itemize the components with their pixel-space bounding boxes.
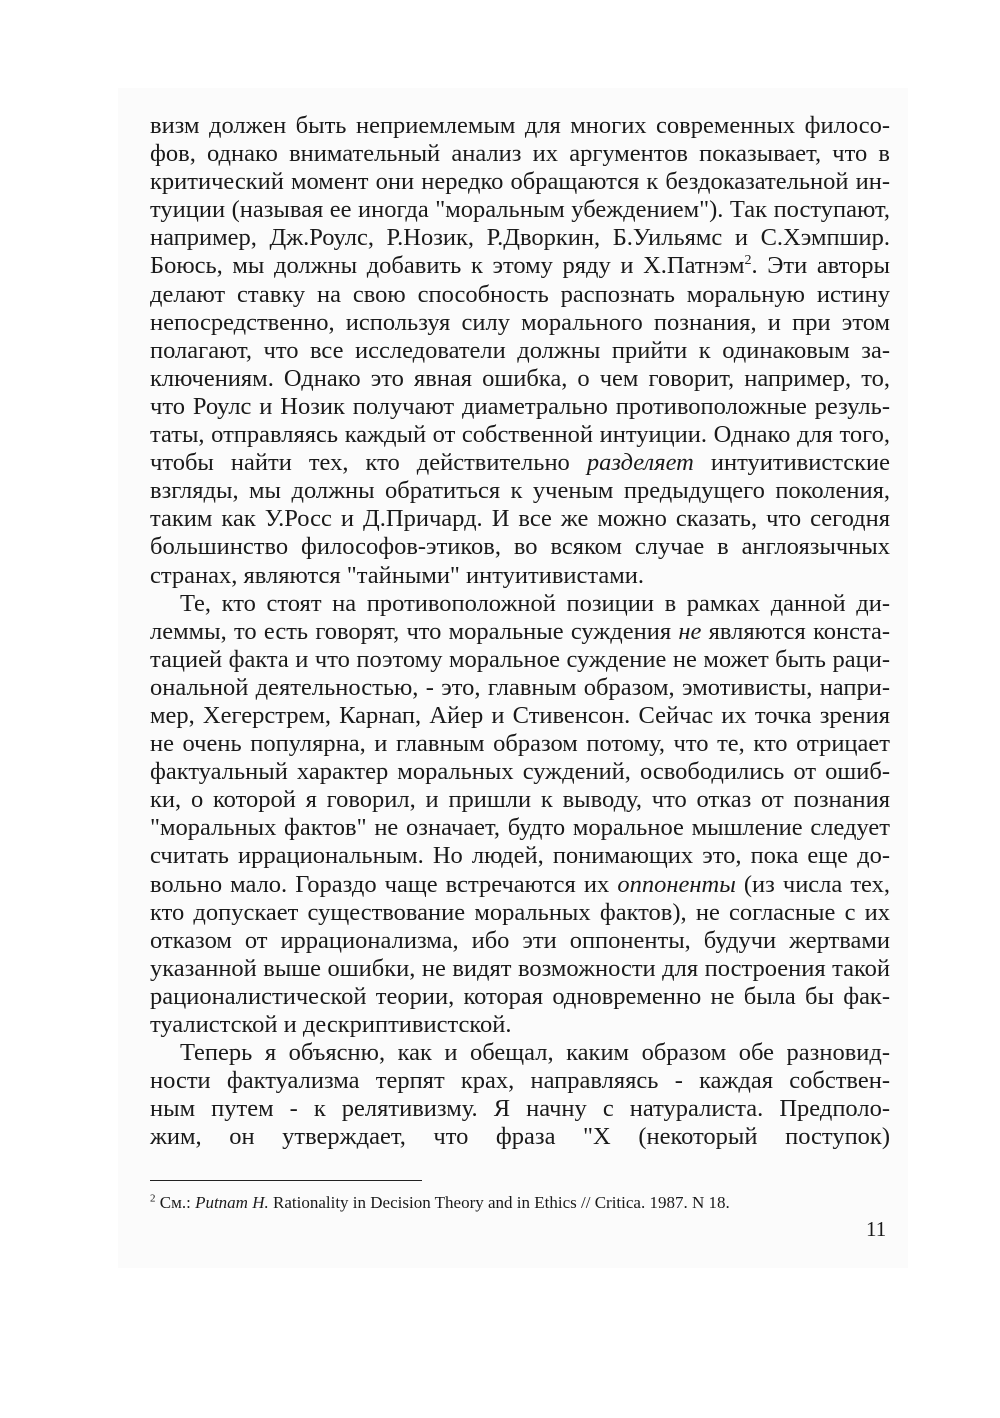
text-line [150, 758, 890, 786]
footnote-reference: 2 [744, 253, 752, 269]
text-span: ным путем - к релятивизму. Я начну с натуралиста. Предполо- [150, 1095, 890, 1123]
text-line [150, 477, 890, 505]
footnote-author: Putnam H. [195, 1193, 269, 1212]
text-span: ональной деятельностью, - это, главным образом, эмотивисты, напри- [150, 673, 890, 701]
text-span: вольно мало. Гораздо чаще встречаются их [150, 870, 618, 898]
text-span: странах, являются "тайными" интуитивистами. [150, 561, 645, 589]
text-line [150, 224, 890, 252]
text-span: считать иррациональным. Но людей, понимающих это, пока еще до- [150, 842, 890, 870]
page-number: 11 [866, 1217, 887, 1241]
text-span: "моральных фактов" не означает, будто моральное мышление следует [150, 814, 890, 842]
text-line [150, 337, 890, 365]
text-line [150, 1123, 890, 1151]
paragraph [150, 590, 890, 1040]
text-line [150, 281, 890, 309]
text-span: таты, отправляясь каждый от собственной интуиции. Однако для того, [150, 421, 890, 449]
text-line [150, 449, 890, 477]
text-line [150, 421, 890, 449]
text-span: не очень популярна, и главным образом потому, что те, кто отрицает [150, 730, 890, 758]
text-span: являются конста- [701, 617, 890, 645]
text-span: критический момент они нередко обращаются к бездоказательной ин- [150, 168, 890, 196]
text-line [150, 983, 890, 1011]
text-line [150, 196, 890, 224]
text-span: . Эти авторы [751, 252, 890, 280]
text-span: ности фактуализма терпят крах, направляясь - каждая собствен- [150, 1067, 890, 1095]
emphasized-text: разделяет [586, 449, 694, 477]
text-line [150, 309, 890, 337]
text-line [150, 393, 890, 421]
text-span: взгляды, мы должны обратиться к ученым предыдущего поколения, [150, 477, 890, 505]
body-text [150, 112, 890, 1151]
text-line [150, 814, 890, 842]
text-span: чтобы найти тех, кто действительно [150, 449, 587, 477]
text-line [150, 1011, 890, 1039]
text-line [150, 927, 890, 955]
footnote [150, 1192, 730, 1214]
text-span: тацией факта и что поэтому моральное суждение не может быть раци- [150, 645, 890, 673]
text-span: что Роулс и Нозик получают диаметрально противоположные резуль- [150, 392, 890, 420]
text-span: таким как У.Росс и Д.Причард. И все же можно сказать, что сегодня [150, 505, 890, 533]
text-line [150, 252, 890, 280]
text-span: интуитивистские [693, 449, 890, 477]
text-span: ключениям. Однако это явная ошибка, о чем говорит, например, то, [150, 364, 890, 392]
text-span: делают ставку на свою способность распознать моральную истину [150, 280, 890, 308]
text-line [150, 646, 890, 674]
footnote-marker: 2 [150, 1192, 156, 1205]
footnote-separator [150, 1180, 422, 1181]
footnote-prefix: См.: [155, 1193, 196, 1212]
text-line [150, 140, 890, 168]
text-span: ки, о которой я говорил, и пришли к выводу, что отказ от познания [150, 786, 890, 814]
text-line [150, 505, 890, 533]
text-span: большинство философов-этиков, во всяком случае в англоязычных [150, 533, 890, 561]
emphasized-text: не [678, 617, 702, 645]
text-span: полагают, что все исследователи должны прийти к одинаковым за- [150, 336, 890, 364]
text-span: жим, он утверждает, что фраза "Х (некоторый поступок) [150, 1123, 890, 1151]
text-span: туиции (называя ее иногда "моральным убеждением"). Так поступают, [150, 196, 890, 224]
text-span: отказом от иррационализма, ибо эти оппоненты, будучи жертвами [150, 926, 890, 954]
text-line [150, 1095, 890, 1123]
text-line [150, 730, 890, 758]
text-line [150, 533, 890, 561]
text-span: указанной выше ошибки, не видят возможности для построения такой [150, 954, 890, 982]
text-line [150, 112, 890, 140]
text-line [150, 899, 890, 927]
footnote-citation: Rationality in Decision Theory and in Ethics // Critica. 1987. N 18. [268, 1193, 730, 1212]
text-span: визм должен быть неприемлемым для многих современных филосо- [150, 112, 890, 139]
text-line [150, 168, 890, 196]
text-span: фов, однако внимательный анализ их аргументов показывает, что в [150, 140, 890, 168]
text-line [150, 590, 890, 618]
text-line [150, 618, 890, 646]
text-line [150, 1067, 890, 1095]
text-span: Боюсь, мы должны добавить к этому ряду и Х.Патнэм [150, 252, 745, 280]
text-span: туалистской и дескриптивистской. [150, 1011, 512, 1038]
text-line [150, 842, 890, 870]
text-span: (из числа тех, [735, 870, 890, 898]
text-line [150, 562, 890, 590]
text-line [150, 702, 890, 730]
text-line [150, 1039, 890, 1067]
text-span: рационалистической теории, которая одновременно не была бы фак- [150, 982, 890, 1010]
paragraph [150, 1039, 890, 1151]
text-line [150, 955, 890, 983]
text-line [150, 365, 890, 393]
text-span: непосредственно, используя силу морального познания, и при этом [150, 308, 890, 336]
text-span: мер, Хегерстрем, Карнап, Айер и Стивенсон. Сейчас их точка зрения [150, 701, 890, 729]
text-line [150, 786, 890, 814]
text-line [150, 674, 890, 702]
text-span: Те, кто стоят на противоположной позиции в рамках данной ди- [180, 589, 890, 617]
text-line [150, 871, 890, 899]
paragraph [150, 112, 890, 590]
text-span: Теперь я объясню, как и обещал, каким образом обе разновид- [180, 1039, 890, 1067]
text-span: кто допускает существование моральных фактов), не согласные с их [150, 898, 890, 926]
text-span: например, Дж.Роулс, Р.Нозик, Р.Дворкин, Б.Уильямс и С.Хэмпшир. [150, 224, 890, 252]
text-span: леммы, то есть говорят, что моральные суждения [150, 617, 679, 645]
emphasized-text: оппоненты [617, 870, 736, 898]
text-span: фактуальный характер моральных суждений, освободились от ошиб- [150, 758, 890, 786]
